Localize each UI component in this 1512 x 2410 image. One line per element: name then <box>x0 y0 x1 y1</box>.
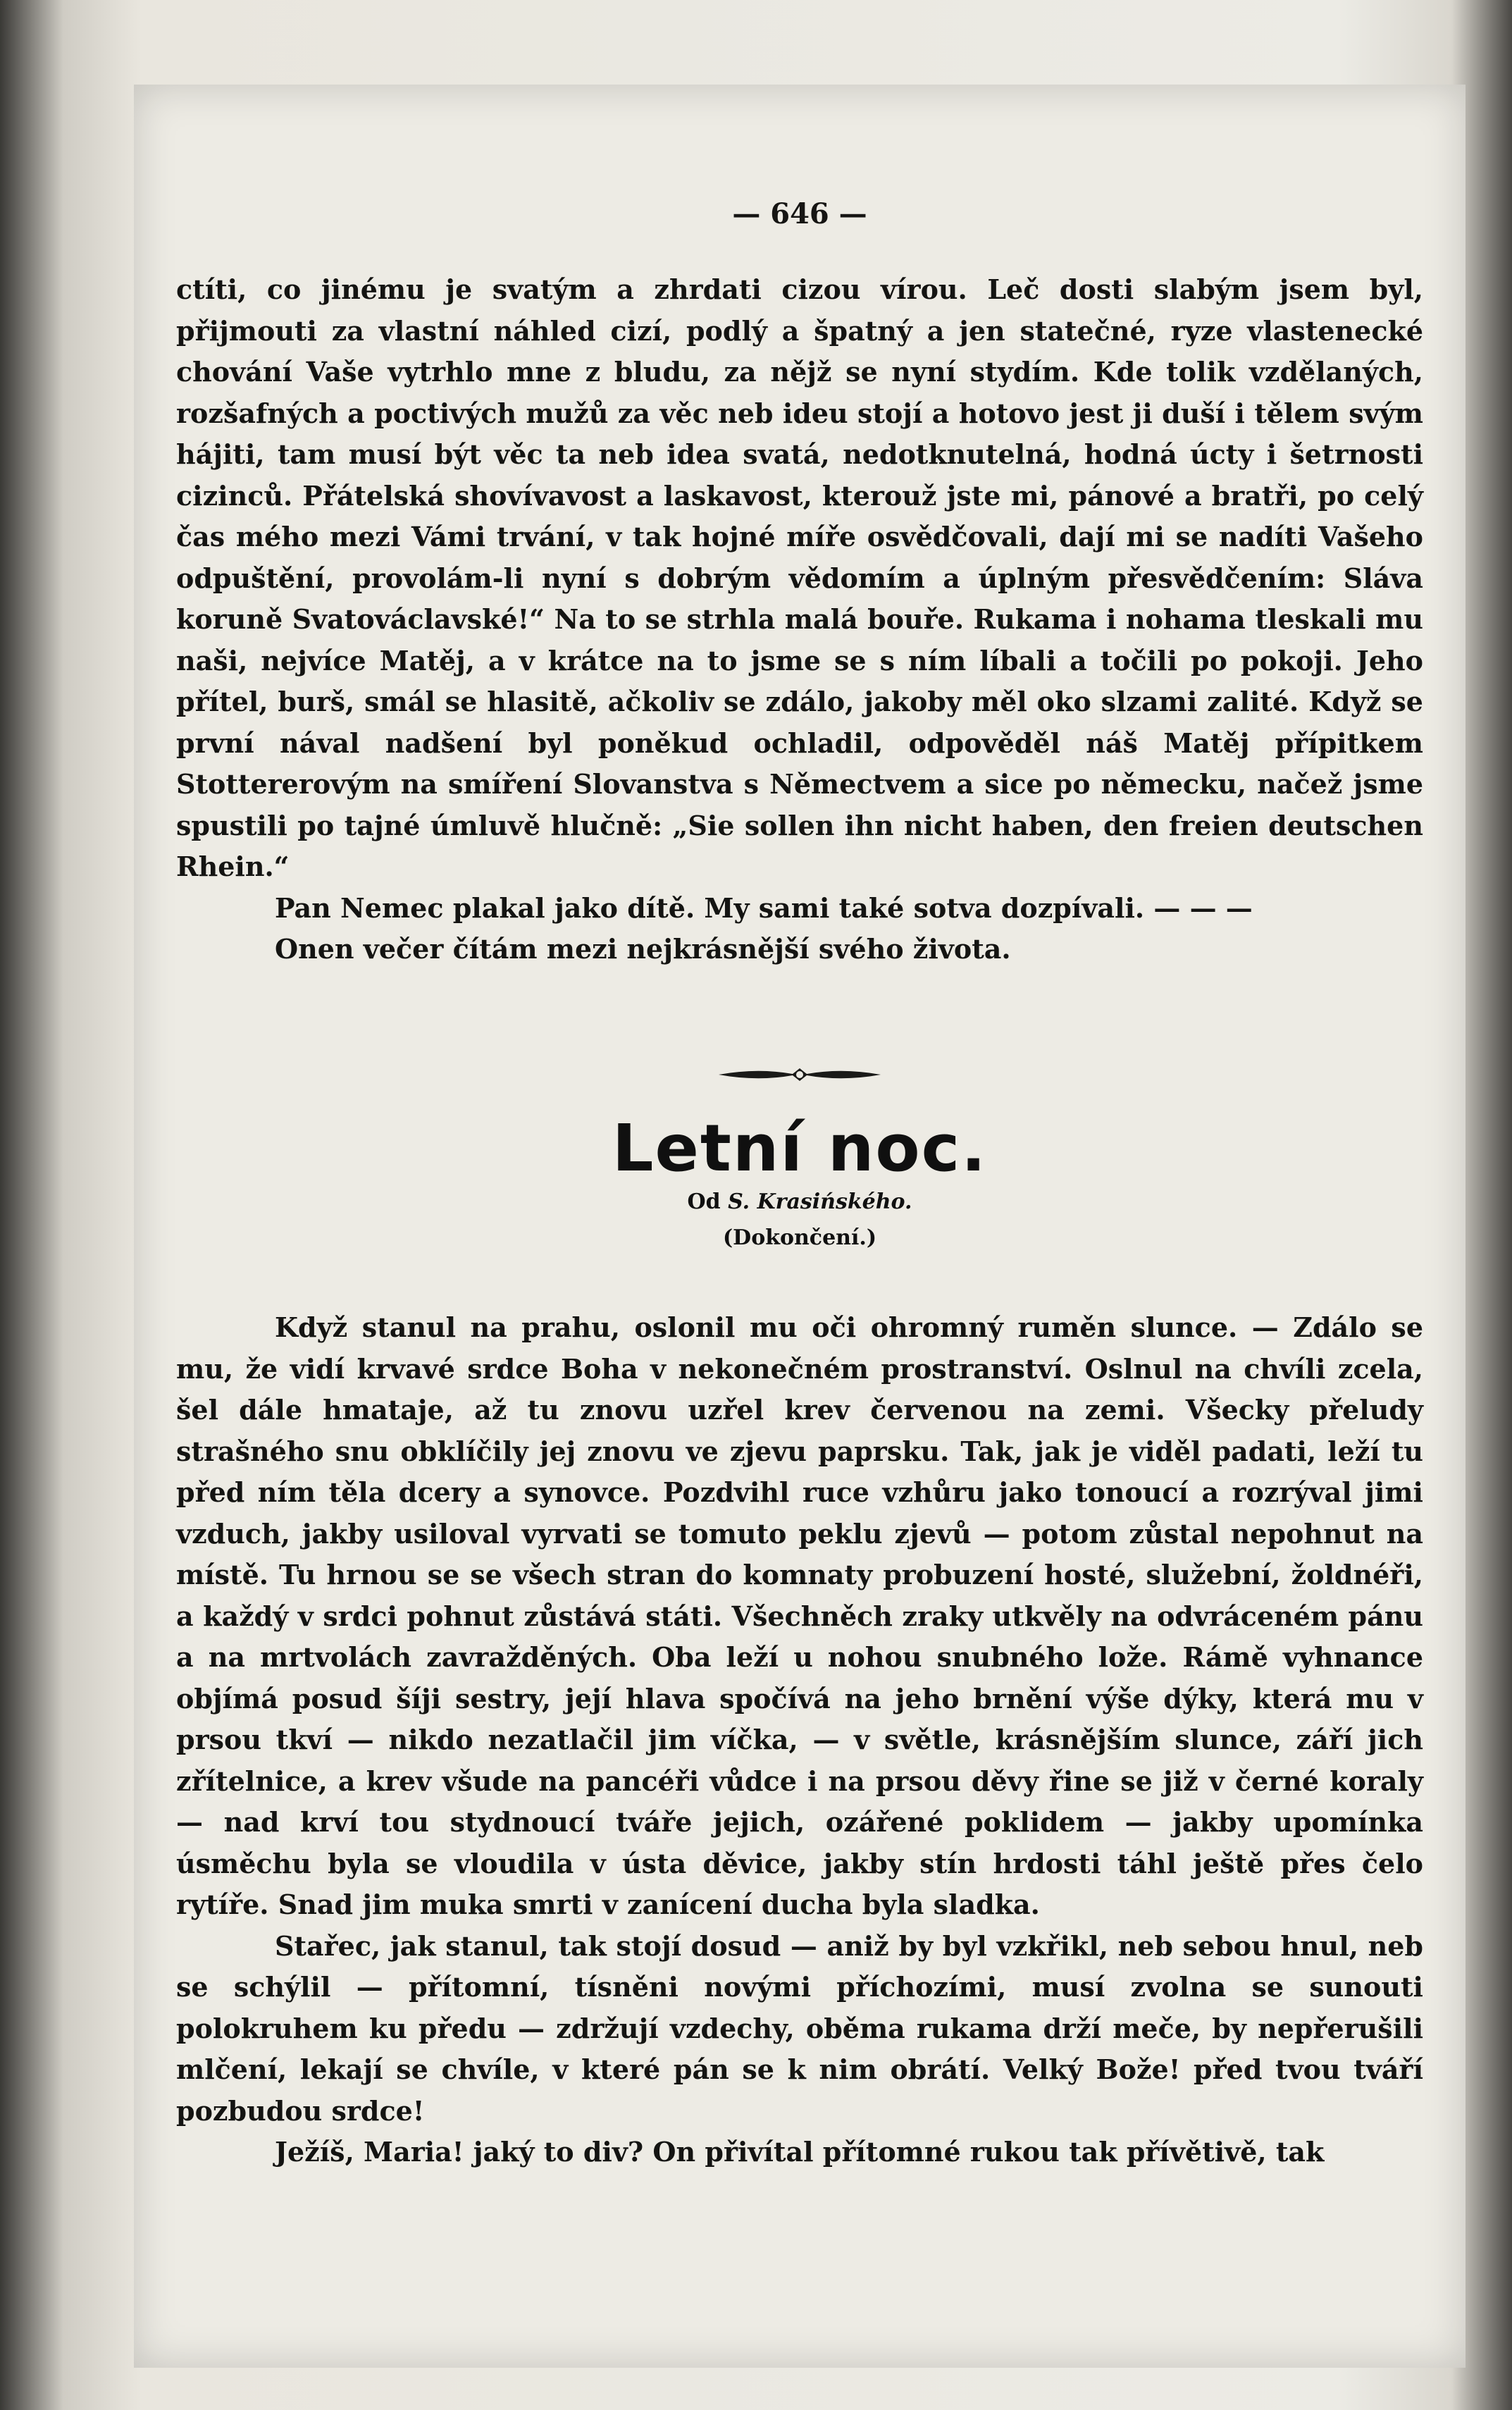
article-subtitle: (Dokončení.) <box>722 1225 877 1250</box>
paragraph: Stařec, jak stanul, tak stojí dosud — aniž by byl vzkřikl, neb sebou hnul, neb se schýlil — přítomní, tísněni novými příchozími, musí zvolna se sunouti polokruhem ku předu — zdržují vzdechy, oběma rukama drží meče, by nepřerušili mlčení, lekají se chvíle, v které pán se k nim obrátí. Velký Bože! před tvou tváří pozbudou srdce! <box>176 1929 1423 2127</box>
article-author: S. Krasińského. <box>728 1189 912 1214</box>
divider-ornament-icon <box>715 1064 884 1085</box>
book-page <box>134 85 1465 2368</box>
article-byline <box>134 1189 1465 1214</box>
paragraph: Pan Nemec plakal jako dítě. My sami také sotva dozpívali. — — — <box>275 891 1253 924</box>
previous-article-text <box>176 269 1423 970</box>
paragraph: Ježíš, Maria! jaký to div? On přivítal přítomné rukou tak přívětivě, tak <box>275 2136 1325 2168</box>
paragraph: Když stanul na prahu, oslonil mu oči ohromný ruměn slunce. — Zdálo se mu, že vidí krvavé srdce Boha v nekonečném prostranství. Oslnul na chvíli zcela, šel dále hmataje, až tu znovu uzřel krev červenou na zemi. Všecky přeludy strašného snu obklíčily jej znovu ve zjevu paprsku. Tak, jak je viděl padati, leží tu před ním těla dcery a synovce. Pozdvihl ruce vzhůru jako tonoucí a rozrýval jimi vzduch, jakby usiloval vyrvati se tomuto peklu zjevů — potom zůstal nepohnut na místě. Tu hrnou se se všech stran do komnaty probuzení hosté, služební, žoldnéři, a každý v srdci pohnut zůstává státi. Všechněch zraky utkvěly na odvráceném pánu a na mrtvolách zavražděných. Oba leží u nohou snubného lože. Rámě vyhnance objímá posud šíji sestry, její hlava spočívá na jeho brnění výše dýky, která mu v prsou tkví — nikdo nezatlačil jim víčka, — v světle, krásnějším slunce, září jich zřítelnice, a krev všude na pancéři vůdce i na prsou děvy řine se již v černé koraly — nad krví tou stydnoucí tváře jejich, ozářené poklidem — jakby upomínka úsměchu byla se vloudila v ústa děvice, jakby stín hrdosti táhl ještě přes čelo rytíře. Snad jim muka smrti v zanícení ducha byla sladka. <box>176 1311 1423 1920</box>
byline-prefix: Od <box>687 1189 721 1214</box>
article-body <box>176 1307 1423 2173</box>
paragraph: ctíti, co jinému je svatým a zhrdati cizou vírou. Leč dosti slabým jsem byl, přijmouti za vlastní náhled cizí, podlý a špatný a jen statečné, ryze vlastenecké chování Vaše vytrhlo mne z bludu, za nějž se nyní stydím. Kde tolik vzdělaných, rozšafných a poctivých mužů za věc neb ideu stojí a hotovo jest ji duší i tělem svým hájiti, tam musí být věc ta neb idea svatá, nedotknutelná, hodná úcty i šetrnosti cizinců. Přátelská shovívavost a laskavost, kterouž jste mi, pánové a bratři, po celý čas mého mezi Vámi trvání, v tak hojné míře osvědčovali, dají mi se nadíti Vašeho odpuštění, provolám-li nyní s dobrým vědomím a úplným přesvědčením: Sláva koruně Svatováclavské!“ Na to se strhla malá bouře. Rukama i nohama tleskali mu naši, nejvíce Matěj, a v krátce na to jsme se s ním líbali a točili po pokoji. Jeho přítel, burš, smál se hlasitě, ačkoliv se zdálo, jakoby měl oko slzami zalité. Když se první nával nadšení byl poněkud ochladil, odpověděl náš Matěj přípitkem Stottererovým na smíření Slovanstva s Němectvem a sice po německu, načež jsme spustili po tajné úmluvě hlučně: „Sie sollen ihn nicht haben, den freien deutschen Rhein.“ <box>176 273 1423 882</box>
paragraph: Onen večer čítám mezi nejkrásnější svého života. <box>275 933 1011 965</box>
article-heading <box>134 1064 1465 1250</box>
article-title: Letní noc. <box>612 1111 988 1186</box>
page-number: — 646 — <box>732 197 867 230</box>
